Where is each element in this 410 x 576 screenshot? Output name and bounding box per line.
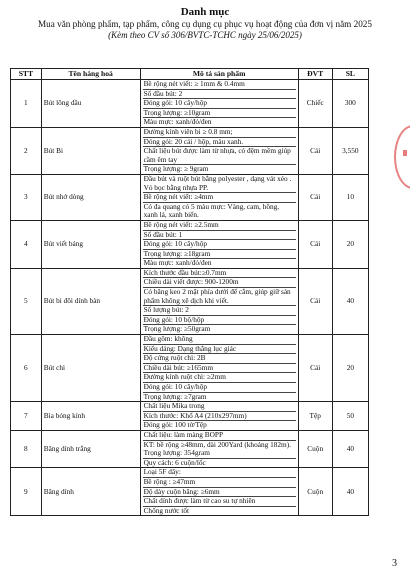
description-line: Màu mực: xanh/đỏ/đen xyxy=(143,258,212,268)
product-table xyxy=(10,68,369,516)
page-number: 3 xyxy=(392,558,397,569)
description-line: Đóng gói: 10 cây/hộp xyxy=(143,240,296,250)
column-header-description: Mô tả sản phẩm xyxy=(140,69,298,80)
quantity: 40 xyxy=(332,468,368,516)
unit-of-measure: Cái xyxy=(298,220,332,268)
document-subtitle: Mua văn phòng phẩm, tạp phẩm, công cụ dụng cụ phục vụ hoạt động của đơn vị năm 2025 xyxy=(37,19,372,29)
product-name: Bút lông dầu xyxy=(41,80,140,128)
description-line: Số đầu bút: 1 xyxy=(143,231,296,241)
description-line: Chất liệu Mika trong xyxy=(143,402,296,412)
column-header-name: Tên hàng hoá xyxy=(41,69,140,80)
description-line: Kích thước: Khổ A4 (210x297mm) xyxy=(143,412,296,422)
table-row xyxy=(11,430,369,467)
product-name: Bút Bi xyxy=(41,127,140,174)
description-line: Màu mực: xanh/đỏ/đen xyxy=(143,117,212,127)
description-line: Có đa quang có 5 màu mực: Vàng, cam, hồng, xanh lá, xanh biển. xyxy=(143,201,280,220)
description-line: Số đầu bút: 2 xyxy=(143,90,296,100)
table-header-row xyxy=(11,69,369,80)
description-line: Kiểu dáng: Dạng thẳng lục giác xyxy=(143,345,296,355)
table-row xyxy=(11,80,369,128)
table-row xyxy=(11,468,369,516)
table-row xyxy=(11,335,369,402)
description-line: Đường kính viên bi ≥ 0.8 mm; xyxy=(143,128,296,138)
document-reference-note: (Kèm theo CV số 306/BVTC-TCHC ngày 25/06/2025) xyxy=(108,30,302,40)
product-name: Bút bi đôi dính bàn xyxy=(41,268,140,334)
document-title: Danh mục xyxy=(180,6,230,18)
description-line: Trọng lượng: ≥50gram xyxy=(143,324,211,334)
product-name: Băng dính xyxy=(41,468,140,516)
description-line: Trọng lượng: ≥ 9gram xyxy=(143,164,209,174)
row-number: 7 xyxy=(11,402,42,431)
unit-of-measure: Cuộn xyxy=(298,430,332,467)
product-name: Bút chì xyxy=(41,335,140,402)
description-line: Trọng lượng: ≥7gram xyxy=(143,391,207,401)
description-line: Đóng gói: 20 cái / hộp, màu xanh. xyxy=(143,138,296,148)
unit-of-measure: Cái xyxy=(298,174,332,220)
unit-of-measure: Cái xyxy=(298,335,332,402)
quantity: 50 xyxy=(332,402,368,431)
description-line: Độ dày cuộn băng: ≥6mm xyxy=(143,488,296,498)
product-description xyxy=(140,268,298,334)
column-header-unit: ĐVT xyxy=(298,69,332,80)
unit-of-measure: Chiếc xyxy=(298,80,332,128)
quantity: 20 xyxy=(332,335,368,402)
quantity: 10 xyxy=(332,174,368,220)
description-line: Đường kính ruột chì: ≥2mm xyxy=(143,373,296,383)
document-header xyxy=(0,6,410,41)
description-line: Chiều dài bút: ≥165mm xyxy=(143,364,296,374)
description-line: Bề rộng : ≥47mm xyxy=(143,478,296,488)
row-number: 9 xyxy=(11,468,42,516)
unit-of-measure: Tệp xyxy=(298,402,332,431)
product-description xyxy=(140,468,298,516)
product-description xyxy=(140,335,298,402)
description-line: Chống nước tốt xyxy=(143,505,190,515)
description-line: Chất liệu bút được làm từ nhựa, có đệm mềm giúp cầm êm tay xyxy=(143,147,296,165)
description-line: Chất liệu: làm màng BOPP xyxy=(143,431,296,441)
unit-of-measure: Cuộn xyxy=(298,468,332,516)
quantity: 3,550 xyxy=(332,127,368,174)
row-number: 4 xyxy=(11,220,42,268)
column-header-quantity: SL xyxy=(332,69,368,80)
description-line: Bề rộng nét viết: ≥2.5mm xyxy=(143,221,296,231)
row-number: 2 xyxy=(11,127,42,174)
description-line: Trọng lượng: ≥18gram xyxy=(143,250,296,260)
description-line: Số lượng bút: 2 xyxy=(143,306,296,316)
description-line: Đóng gói: 10 cây/hộp xyxy=(143,99,296,109)
row-number: 5 xyxy=(11,268,42,334)
description-line: Độ cứng ruột chì: 2B xyxy=(143,354,296,364)
product-description xyxy=(140,80,298,128)
quantity: 20 xyxy=(332,220,368,268)
description-line: Có băng keo 2 mặt phía dưới để cắm, giúp giữ sản phẩm không xê dịch khi viết. xyxy=(143,288,296,306)
column-header-stt: STT xyxy=(11,69,42,80)
description-line: Quy cách: 6 cuộn/lốc xyxy=(143,457,206,467)
description-line: Loại 5F dây: xyxy=(143,468,296,478)
product-name: Bút nhớ dòng xyxy=(41,174,140,220)
quantity: 40 xyxy=(332,430,368,467)
row-number: 6 xyxy=(11,335,42,402)
product-name: Bút viết bảng xyxy=(41,220,140,268)
description-line: KT: bề rộng ≥48mm, dài 200Yard (khoảng 182m). Trọng lượng: 354gram xyxy=(143,441,296,459)
product-description xyxy=(140,402,298,431)
description-line: Chiều dài viết được: 900-1200m xyxy=(143,278,296,288)
description-line: Bề rộng nét viết: ≥4mm xyxy=(143,193,296,203)
table-row xyxy=(11,402,369,431)
table-row xyxy=(11,268,369,334)
product-name: Bìa bóng kính xyxy=(41,402,140,431)
description-line: Chất dính được làm từ cao su tự nhiên xyxy=(143,497,296,507)
description-line: Đóng gói: 10 cây/hộp xyxy=(143,383,296,393)
description-line: Đầu gôm: không xyxy=(143,335,296,345)
row-number: 8 xyxy=(11,430,42,467)
product-description xyxy=(140,430,298,467)
description-line: Đóng gói: 100 tờ/Tệp xyxy=(143,420,207,430)
table-row xyxy=(11,127,369,174)
description-line: Kích thước đầu bút:≥0.7mm xyxy=(143,269,296,279)
product-description xyxy=(140,127,298,174)
unit-of-measure: Cái xyxy=(298,268,332,334)
description-line: Trọng lượng: ≥10gram xyxy=(143,109,296,119)
red-seal-stamp xyxy=(394,125,410,189)
description-line: Bề rộng nét viết: ≥ 1mm & 0.4mm xyxy=(143,80,296,90)
quantity: 40 xyxy=(332,268,368,334)
description-line: Đầu bút và ruột bút bằng polyester , dạng vát xéo . Vỏ bọc bằng nhựa PP. xyxy=(143,175,296,193)
table-row xyxy=(11,220,369,268)
red-seal-mark xyxy=(403,150,407,156)
row-number: 3 xyxy=(11,174,42,220)
product-name: Băng dính trắng xyxy=(41,430,140,467)
row-number: 1 xyxy=(11,80,42,128)
product-description xyxy=(140,220,298,268)
table-body xyxy=(11,80,369,516)
unit-of-measure: Cái xyxy=(298,127,332,174)
product-description xyxy=(140,174,298,220)
table-row xyxy=(11,174,369,220)
description-line: Đóng gói: 10 bộ/hộp xyxy=(143,316,296,326)
quantity: 300 xyxy=(332,80,368,128)
